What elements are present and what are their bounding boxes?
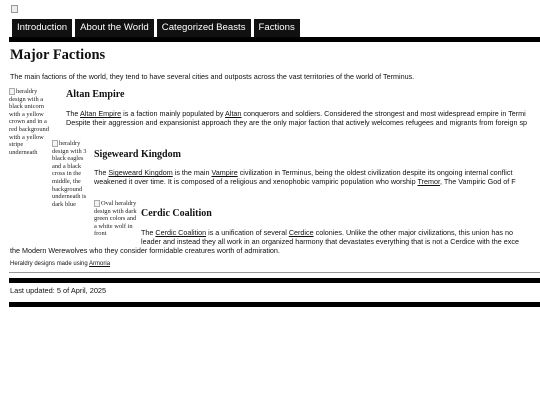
heraldry-credit: Heraldry designs made using Armoria bbox=[10, 261, 111, 267]
nav-divider bbox=[9, 37, 540, 42]
sigeweard-kingdom-text-line1: The Sigeweard Kingdom is the main Vampire civilization in Terminus, being the oldest civilization despite its ongoing internal conflict bbox=[94, 168, 513, 177]
vampire-link[interactable]: Vampire bbox=[211, 168, 238, 177]
sigeweard-kingdom-link[interactable]: Sigeweard Kingdom bbox=[108, 168, 173, 177]
altan-empire-link[interactable]: Altan Empire bbox=[80, 109, 122, 118]
altan-heraldry-image bbox=[9, 88, 52, 156]
nav-introduction[interactable]: Introduction bbox=[12, 19, 72, 37]
sigeweard-heraldry-alt: heraldry design with 3 black eagles and a black cross in the middle, the background underneath is dark blue bbox=[52, 140, 87, 208]
nav-factions[interactable]: Factions bbox=[254, 19, 300, 37]
cerdic-coalition-text-line1: The Cerdic Coalition is a unification of several Cerdice colonies. Unlike the other major civilizations, this union has no bbox=[141, 228, 513, 237]
cerdic-coalition-text-line3: the Modern Werewolves who they consider formidable creatures worth of admiration. bbox=[10, 246, 280, 255]
altan-empire-text-line1: The Altan Empire is a faction mainly populated by Altan conquerors and soldiers. Considered the strongest and most widespread empire in Termi bbox=[66, 109, 526, 118]
cerdic-heraldry-image bbox=[94, 200, 140, 238]
broken-image-icon bbox=[9, 88, 15, 95]
sigeweard-kingdom-heading: Sigeweard Kingdom bbox=[94, 149, 181, 160]
cerdic-coalition-link[interactable]: Cerdic Coalition bbox=[155, 228, 207, 237]
logo-image bbox=[11, 5, 18, 13]
content-divider bbox=[9, 272, 540, 273]
sigeweard-kingdom-text-line2: weakened it over time. It is composed of a religious and xenophobic vampiric population who worship Tremor, The Vampiric God of F bbox=[94, 177, 516, 186]
last-updated: Last updated: 5 of April, 2025 bbox=[10, 286, 107, 295]
cerdice-link[interactable]: Cerdice bbox=[288, 228, 314, 237]
altan-link[interactable]: Altan bbox=[225, 109, 242, 118]
cerdic-coalition-heading: Cerdic Coalition bbox=[141, 208, 212, 219]
footer-bottom-bar bbox=[9, 302, 540, 307]
broken-image-icon bbox=[52, 140, 58, 147]
altan-heraldry-alt: heraldry design with a black unicorn with a yellow crown and in a red background with a yellow stripe underneath bbox=[9, 88, 49, 156]
page-title: Major Factions bbox=[10, 47, 106, 63]
intro-text: The main factions of the world, they tend to have several cities and outposts across the vast territories of the world of Terminus. bbox=[10, 72, 415, 81]
altan-empire-heading: Altan Empire bbox=[66, 89, 125, 100]
cerdic-heraldry-alt: Oval heraldry design with dark green colors and a white wolf in front bbox=[94, 200, 137, 238]
cerdic-coalition-text-line2: leader and instead they all work in an organized harmony that devastates everything that is not a Cerdice with the exce bbox=[141, 237, 519, 246]
nav-about-the-world[interactable]: About the World bbox=[75, 19, 154, 37]
tremor-link[interactable]: Tremor bbox=[417, 177, 440, 186]
main-nav bbox=[12, 19, 300, 37]
broken-image-icon bbox=[94, 200, 100, 207]
sigeweard-heraldry-image bbox=[52, 140, 92, 208]
altan-empire-text-line2: Despite their aggression and expansionist approach they are the only major faction that actively welcomes refugees and migrants from foreign sp bbox=[66, 118, 528, 127]
footer-top-bar bbox=[9, 278, 540, 283]
armoria-link[interactable]: Armoria bbox=[89, 261, 111, 267]
nav-categorized-beasts[interactable]: Categorized Beasts bbox=[157, 19, 251, 37]
